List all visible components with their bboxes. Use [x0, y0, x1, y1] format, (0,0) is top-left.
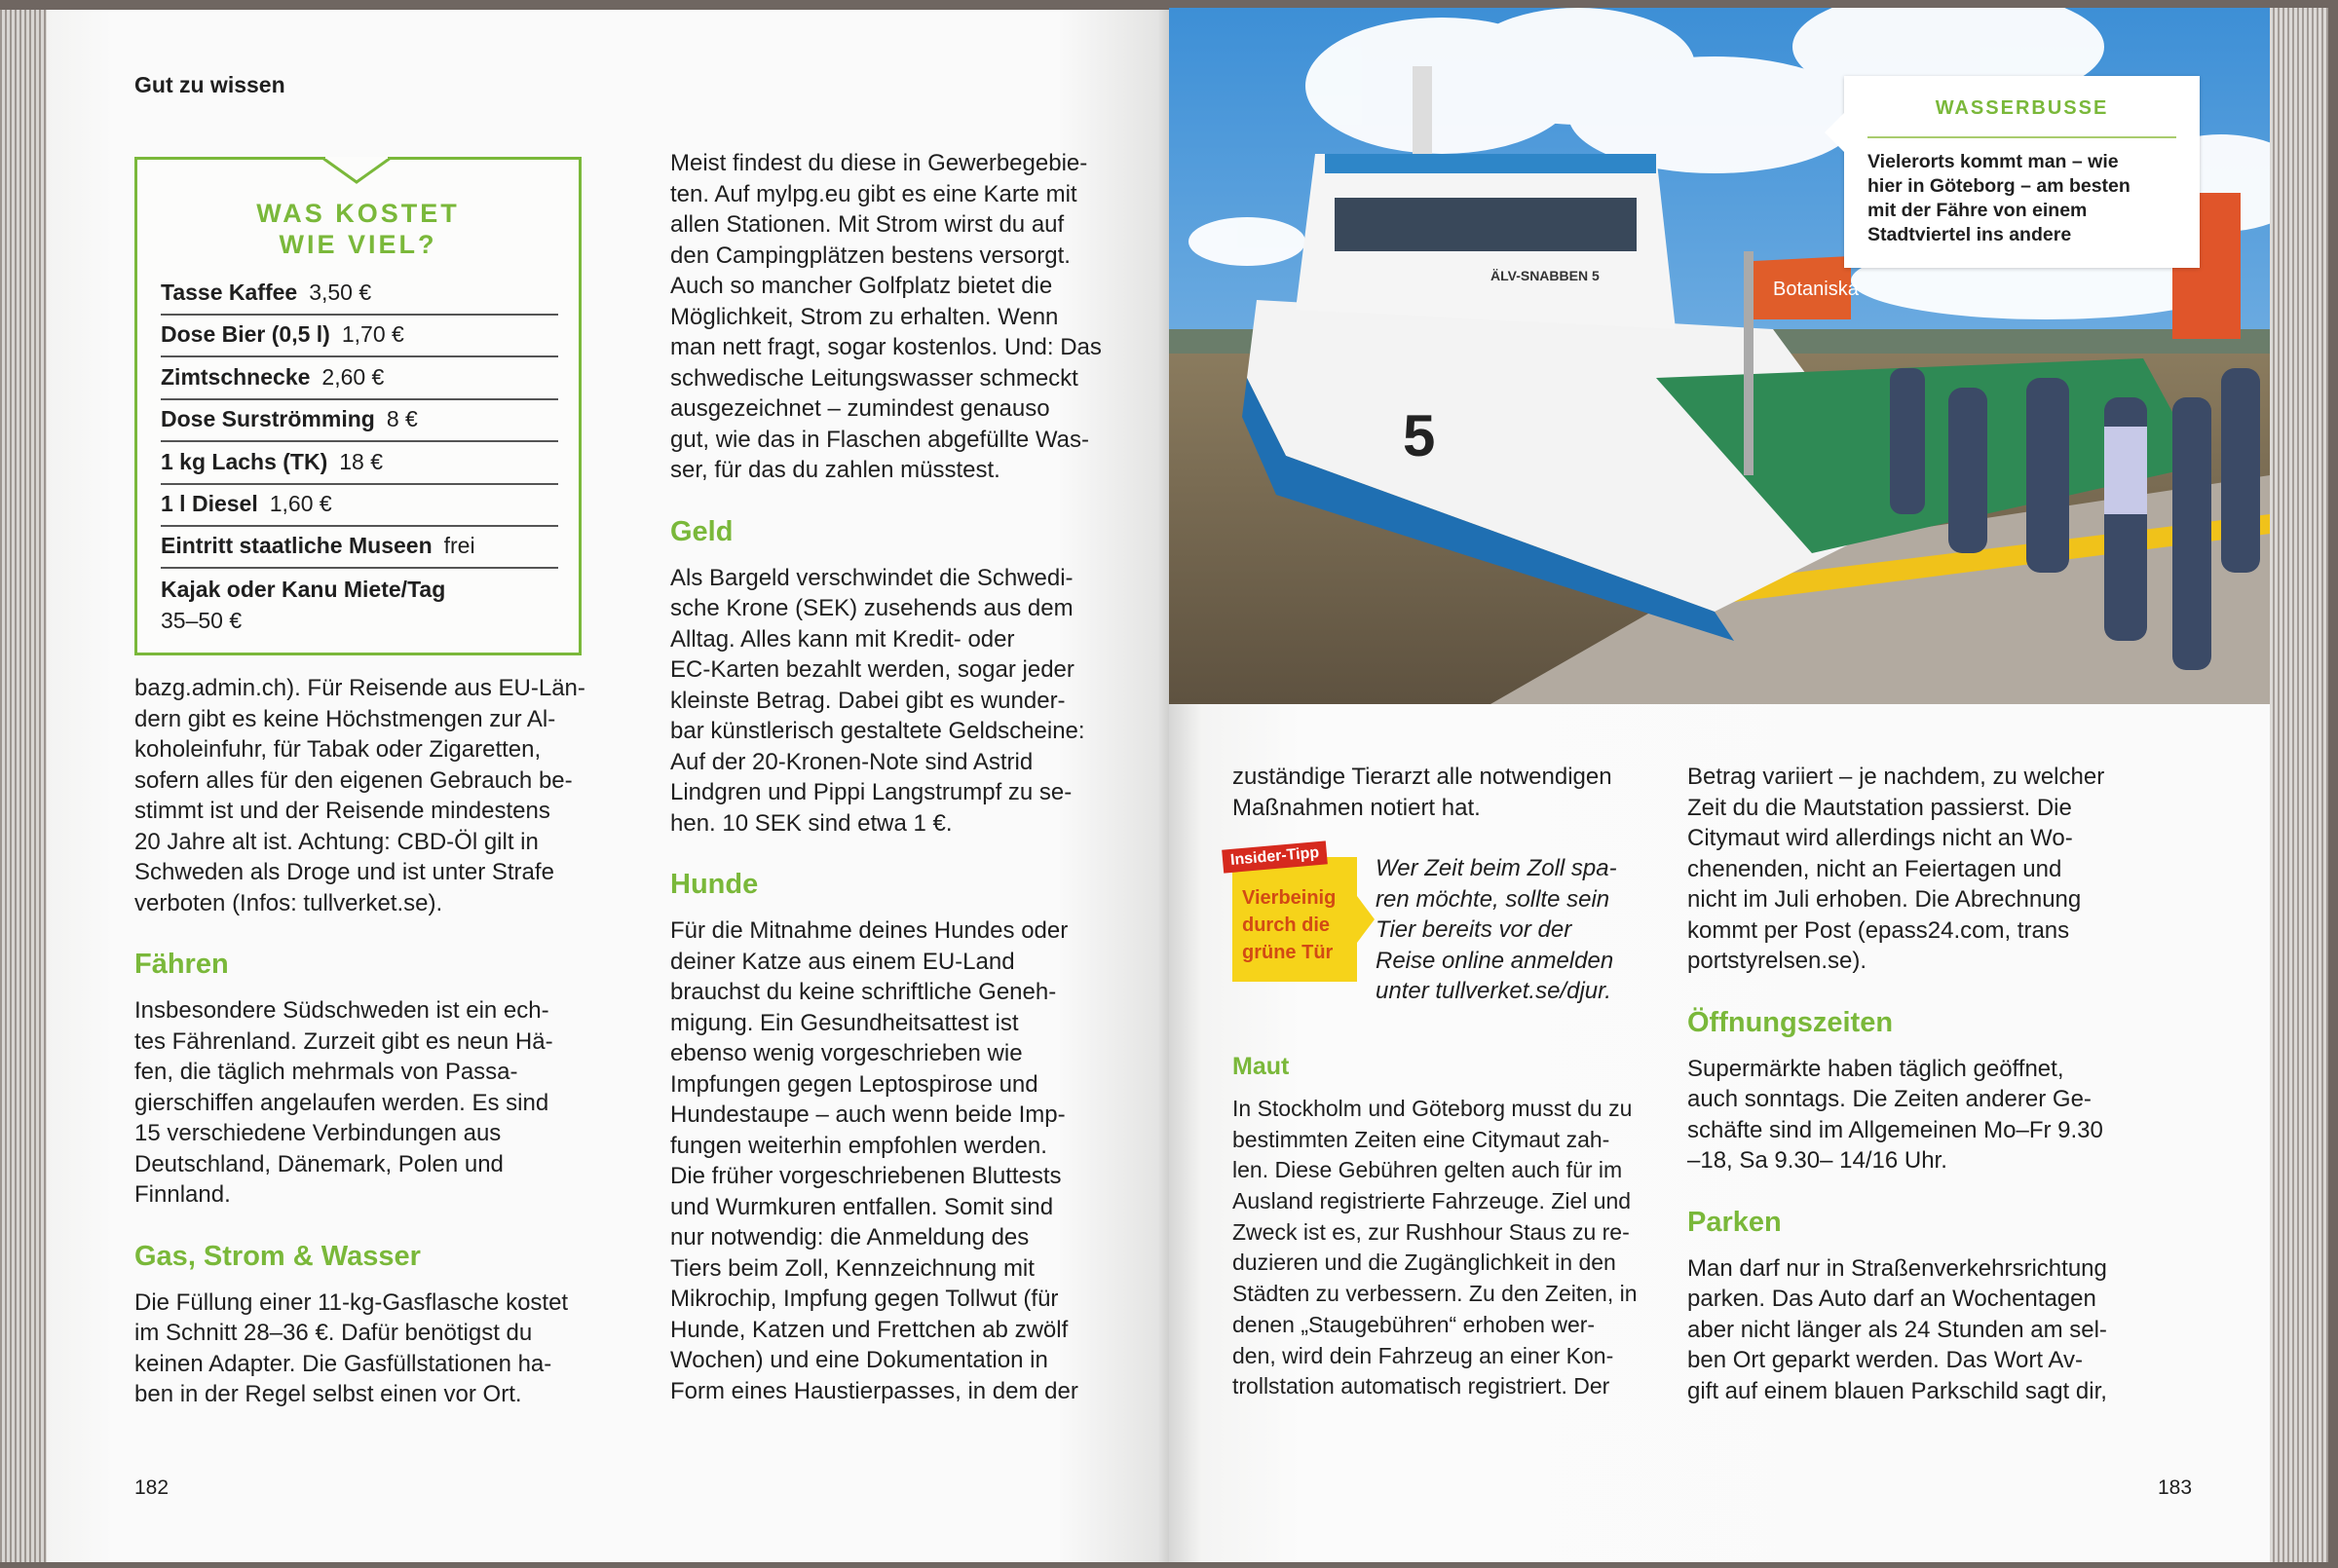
- text-line: und Wurmkuren entfallen. Somit sind: [670, 1193, 1054, 1220]
- price-info-box: [134, 157, 582, 655]
- text-line: Citymaut wird allerdings nicht an Wo-: [1687, 825, 2073, 851]
- book-page-edges-right: [2270, 8, 2328, 1562]
- tip-title-line: durch die: [1242, 915, 1331, 936]
- tip-text-line: Wer Zeit beim Zoll spa-: [1376, 855, 1617, 881]
- text-line: tes Fährenland. Zurzeit gibt es neun Hä-: [134, 1027, 553, 1055]
- price-item: Kajak oder Kanu Miete/Tag: [161, 576, 446, 602]
- text-line: Meist findest du diese in Gewerbegebie-: [670, 150, 1088, 176]
- flag-text: Botaniska: [1773, 279, 1859, 300]
- text-line: chenenden, nicht an Feiertagen und: [1687, 855, 2062, 882]
- text-line: gierschiffen angelaufen werden. Es sind: [134, 1089, 549, 1116]
- caption-title: WASSERBUSSE: [1935, 97, 2109, 119]
- text-line: keinen Adapter. Die Gasfüllstationen ha-: [134, 1350, 552, 1377]
- caption-text: [1867, 150, 2131, 247]
- text-line: Zeit du die Mautstation passierst. Die: [1687, 794, 2072, 821]
- text-line: bazg.admin.ch). Für Reisende aus EU-Län-: [134, 675, 585, 701]
- text-line: In Stockholm und Göteborg musst du zu: [1232, 1096, 1633, 1121]
- price-box-title: WAS KOSTET: [256, 199, 460, 228]
- text-line: schäfte sind im Allgemeinen Mo–Fr 9.30: [1687, 1116, 2103, 1143]
- price-item: Eintritt staatliche Museen: [161, 533, 433, 559]
- text-line: Als Bargeld verschwindet die Schwedi-: [670, 564, 1074, 591]
- text-line: Möglichkeit, Strom zu erhalten. Wenn: [670, 303, 1059, 330]
- text-line: sche Krone (SEK) zusehends aus dem: [670, 595, 1074, 621]
- text-line: Für die Mitnahme deines Hundes oder: [670, 917, 1069, 944]
- caption-line: hier in Göteborg – am besten: [1867, 175, 2131, 197]
- caption-line: Stadtviertel ins andere: [1867, 224, 2072, 245]
- text-line: Schweden als Droge und ist unter Strafe: [134, 859, 554, 885]
- section-heading: Gas, Strom & Wasser: [134, 1240, 421, 1272]
- right-column-2: [1687, 762, 2204, 1406]
- text-line: EC-Karten bezahlt werden, sogar jeder: [670, 656, 1075, 683]
- price-box-title: WIE VIEL?: [279, 230, 437, 259]
- text-line: ausgezeichnet – zumindest genauso: [670, 395, 1050, 422]
- text-line: ben Ort geparkt werden. Das Wort Av-: [1687, 1347, 2083, 1373]
- section-heading: Fähren: [134, 949, 229, 980]
- price-value: 1,60 €: [269, 491, 332, 516]
- price-value: 2,60 €: [321, 363, 385, 390]
- text-line: stimmt ist und der Reisende mindestens: [134, 798, 550, 824]
- text-line: nur notwendig: die Anmeldung des: [670, 1224, 1030, 1251]
- price-item: 1 l Diesel: [161, 491, 258, 516]
- price-value: 18 €: [339, 448, 384, 474]
- text-line: nicht im Juli erhoben. Die Abrechnung: [1687, 886, 2082, 913]
- text-line: hen. 10 SEK sind etwa 1 €.: [670, 809, 953, 837]
- text-line: Mikrochip, Impfung gegen Tollwut (für: [670, 1286, 1059, 1312]
- tip-text-line: Reise online anmelden: [1376, 947, 1614, 974]
- price-row: [161, 272, 558, 316]
- text-line: Alltag. Alles kann mit Kredit- oder: [670, 625, 1015, 653]
- text-line: ben in der Regel selbst einen vor Ort.: [134, 1381, 522, 1407]
- text-line: fen, die täglich mehrmals von Passa-: [134, 1059, 518, 1085]
- book-page-edges-left: [0, 10, 47, 1562]
- text-line: fungen weiterhin empfohlen werden.: [670, 1132, 1047, 1159]
- text-line: kleinste Betrag. Dabei gibt es wunder-: [670, 687, 1066, 714]
- price-item: Zimtschnecke: [161, 363, 311, 390]
- caption-pointer-icon: [1825, 113, 1844, 152]
- text-line: verboten (Infos: tullverket.se).: [134, 889, 443, 916]
- tip-text-line: ren möchte, sollte sein: [1376, 885, 1610, 913]
- text-line: migung. Ein Gesundheitsattest ist: [670, 1009, 1019, 1036]
- price-row: [161, 398, 558, 442]
- tip-text-line: Tier bereits vor der: [1376, 916, 1572, 943]
- photo-caption-box: [1844, 76, 2200, 268]
- price-row: [161, 568, 558, 642]
- section-heading: Öffnungszeiten: [1687, 1006, 1894, 1038]
- insider-tip-text: [1376, 853, 1617, 1007]
- text-line: Tiers beim Zoll, Kennzeichnung mit: [670, 1254, 1035, 1282]
- tip-text-line: unter tullverket.se/djur.: [1376, 978, 1611, 1004]
- page-number-right: 183: [2158, 1476, 2193, 1499]
- text-line: gift auf einem blauen Parkschild sagt dir,: [1687, 1377, 2107, 1404]
- box-notch-icon: [322, 157, 391, 186]
- text-line: zuständige Tierarzt alle notwendigen: [1232, 764, 1612, 790]
- text-line: Auf der 20-Kronen-Note sind Astrid: [670, 748, 1034, 775]
- text-line: Die früher vorgeschriebenen Bluttests: [670, 1163, 1062, 1189]
- text-line: Supermärkte haben täglich geöffnet,: [1687, 1055, 2064, 1082]
- text-line: deiner Katze aus einem EU-Land: [670, 948, 1015, 975]
- caption-line: Vielerorts kommt man – wie: [1867, 151, 2119, 172]
- right-column-1: [1232, 762, 1646, 823]
- text-line: aber nicht länger als 24 Stunden am sel-: [1687, 1316, 2107, 1343]
- text-line: Man darf nur in Straßenverkehrsrichtung: [1687, 1254, 2107, 1282]
- text-line: Form eines Haustierpasses, in dem der: [670, 1377, 1078, 1404]
- text-line: –18, Sa 9.30– 14/16 Uhr.: [1687, 1147, 1947, 1174]
- text-line: Wochen) und eine Dokumentation in: [670, 1347, 1048, 1373]
- text-line: bar künstlerisch gestaltete Geldscheine:: [670, 718, 1085, 744]
- text-line: Hunde, Katzen und Frettchen ab zwölf: [670, 1316, 1069, 1343]
- text-line: den, wird dein Fahrzeug an einer Kon-: [1232, 1342, 1614, 1368]
- left-column-1: [134, 673, 636, 1410]
- text-line: Städten zu verbessern. Zu den Zeiten, in: [1232, 1281, 1638, 1307]
- section-heading: Geld: [670, 515, 734, 547]
- page-number-left: 182: [134, 1476, 170, 1499]
- insider-tip-tag: Insider-Tipp: [1222, 840, 1328, 873]
- text-line: kommt per Post (epass24.com, trans: [1687, 916, 2070, 944]
- text-line: koholeinfuhr, für Tabak oder Zigaretten,: [134, 736, 542, 763]
- text-line: Maßnahmen notiert hat.: [1232, 794, 1481, 821]
- ship-number: 5: [1403, 403, 1436, 468]
- caption-line: mit der Fähre von einem: [1867, 200, 2088, 221]
- text-line: allen Stationen. Mit Strom wirst du auf: [670, 211, 1065, 238]
- tip-arrow-icon: [1357, 896, 1375, 943]
- text-line: Deutschland, Dänemark, Polen und: [134, 1150, 504, 1177]
- text-line: man nett fragt, sogar kostenlos. Und: Das: [670, 334, 1102, 360]
- text-line: Auch so mancher Golfplatz bietet die: [670, 273, 1053, 299]
- text-line: portstyrelsen.se).: [1687, 948, 1867, 974]
- maut-section: [1232, 1047, 1646, 1402]
- tip-title-line: Vierbeinig: [1242, 887, 1337, 909]
- left-column-2: [670, 148, 1104, 1406]
- text-line: ebenso wenig vorgeschrieben wie: [670, 1040, 1023, 1066]
- text-line: Impfungen gegen Leptospirose und: [670, 1070, 1038, 1098]
- section-heading: Hunde: [670, 869, 759, 900]
- text-line: gut, wie das in Flaschen abgefüllte Was-: [670, 426, 1089, 453]
- text-line: denen „Staugebühren“ erhoben wer-: [1232, 1311, 1596, 1337]
- caption-divider: [1867, 136, 2176, 138]
- price-item: Tasse Kaffee: [161, 280, 298, 305]
- text-line: duzieren und die Zugänglichkeit in den: [1232, 1250, 1616, 1276]
- price-row: [161, 441, 558, 485]
- text-line: Lindgren und Pippi Langstrumpf zu se-: [670, 779, 1073, 805]
- text-line: bestimmten Zeiten eine Citymaut zah-: [1232, 1126, 1610, 1152]
- section-heading: Parken: [1687, 1206, 1782, 1238]
- text-line: 20 Jahre alt ist. Achtung: CBD-Öl gilt in: [134, 828, 539, 855]
- text-line: Finnland.: [134, 1181, 231, 1208]
- text-line: schwedische Leitungswasser schmeckt: [670, 364, 1078, 392]
- price-item: Dose Bier (0,5 l): [161, 321, 330, 348]
- text-line: dern gibt es keine Höchstmengen zur Al-: [134, 705, 556, 732]
- text-line: parken. Das Auto darf an Wochentagen: [1687, 1286, 2096, 1312]
- price-value: frei: [443, 533, 475, 559]
- price-row: [161, 483, 558, 527]
- text-line: Ausland registrierte Fahrzeuge. Ziel und: [1232, 1188, 1632, 1214]
- insider-tip-title: [1242, 884, 1336, 966]
- text-line: Betrag variiert – je nachdem, zu welcher: [1687, 764, 2105, 790]
- section-heading: Maut: [1232, 1053, 1290, 1080]
- price-item: 1 kg Lachs (TK): [161, 448, 328, 474]
- tip-title-line: grüne Tür: [1242, 942, 1334, 963]
- text-line: Hundestaupe – auch wenn beide Imp-: [670, 1101, 1066, 1128]
- text-line: Die Füllung einer 11-kg-Gasflasche kostet: [134, 1288, 569, 1316]
- text-line: trollstation automatisch registriert. Der: [1232, 1373, 1610, 1400]
- price-value: 3,50 €: [309, 280, 372, 305]
- running-head: Gut zu wissen: [134, 72, 285, 97]
- text-line: sofern alles für den eigenen Gebrauch be-: [134, 766, 573, 794]
- text-line: Insbesondere Südschweden ist ein ech-: [134, 997, 549, 1024]
- price-row: [161, 314, 558, 357]
- price-row: [161, 525, 558, 569]
- price-item: Dose Surströmming: [161, 406, 375, 432]
- text-line: brauchst du keine schriftliche Geneh-: [670, 979, 1057, 1005]
- text-line: im Schnitt 28–36 €. Dafür benötigst du: [134, 1320, 533, 1346]
- text-line: 15 verschiedene Verbindungen aus: [134, 1120, 502, 1146]
- text-line: len. Diese Gebühren gelten auch für im: [1232, 1157, 1623, 1183]
- text-line: Zweck ist es, zur Rushhour Staus zu re-: [1232, 1218, 1630, 1245]
- text-line: den Campingplätzen bestens versorgt.: [670, 242, 1071, 269]
- text-line: ser, für das du zahlen müsstest.: [670, 457, 1000, 483]
- price-value: 8 €: [386, 406, 418, 432]
- insider-tip-badge: [1229, 844, 1357, 982]
- text-line: ten. Auf mylpg.eu gibt es eine Karte mit: [670, 180, 1077, 207]
- price-row: [161, 356, 558, 400]
- price-value: 35–50 €: [161, 607, 243, 633]
- price-value: 1,70 €: [341, 321, 404, 348]
- ship-name: ÄLV-SNABBEN 5: [1490, 268, 1600, 283]
- text-line: auch sonntags. Die Zeiten anderer Ge-: [1687, 1086, 2092, 1112]
